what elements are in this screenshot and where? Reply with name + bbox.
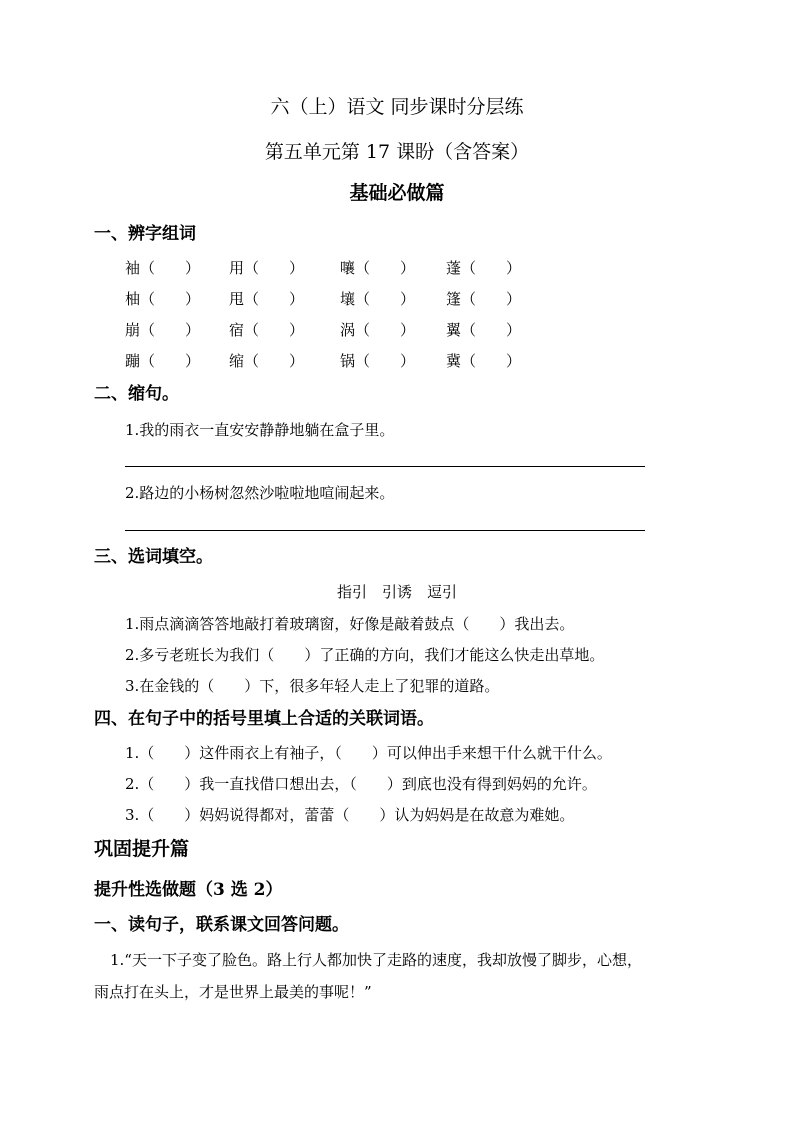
- grid-cell: 用（ ）: [229, 259, 305, 277]
- word-options: 指引 引诱 逗引: [336, 583, 457, 601]
- question-item: 3.（ ）妈妈说得都对，蕾蕾（ ）认为妈妈是在故意为难她。: [125, 806, 575, 824]
- grid-cell: 甩（ ）: [229, 290, 305, 308]
- grid-cell: 蓬（ ）: [446, 259, 522, 277]
- grid-cell: 翼（ ）: [446, 321, 522, 339]
- grid-cell: 篷（ ）: [446, 290, 522, 308]
- reading-passage-line-1: 1.“天一下子变了脸色。路上行人都加快了走路的速度，我却放慢了脚步，心想，: [110, 951, 642, 969]
- question-item: 2.路边的小杨树忽然沙啦啦地喧闹起来。: [125, 484, 395, 502]
- grid-cell: 冀（ ）: [446, 352, 522, 370]
- grid-cell: 缩（ ）: [229, 352, 305, 370]
- grid-cell: 柚（ ）: [125, 290, 201, 308]
- part-heading-basic: 基础必做篇: [349, 182, 445, 204]
- grid-cell: 锅（ ）: [340, 352, 416, 370]
- grid-cell: 崩（ ）: [125, 321, 201, 339]
- question-item: 1.我的雨衣一直安安静静地躺在盒子里。: [125, 421, 395, 439]
- question-item: 3.在金钱的（ ）下，很多年轻人走上了犯罪的道路。: [125, 677, 500, 695]
- section-heading-conjunctions: 四、在句子中的括号里填上合适的关联词语。: [94, 709, 434, 729]
- answer-line: [125, 466, 645, 467]
- answer-line: [125, 530, 645, 531]
- section-heading-char-words: 一、辨字组词: [94, 224, 196, 244]
- grid-cell: 宿（ ）: [229, 321, 305, 339]
- question-item: 2.多亏老班长为我们（ ）了正确的方向，我们才能这么快走出草地。: [125, 646, 605, 664]
- grid-cell: 嚷（ ）: [340, 259, 416, 277]
- section-heading-reading: 一、读句子，联系课文回答问题。: [94, 915, 349, 935]
- grid-cell: 袖（ ）: [125, 259, 201, 277]
- question-item: 2.（ ）我一直找借口想出去，（ ）到底也没有得到妈妈的允许。: [125, 775, 597, 793]
- section-heading-word-choice: 三、选词填空。: [94, 547, 213, 567]
- question-item: 1.雨点滴滴答答地敲打着玻璃窗，好像是敲着鼓点（ ）我出去。: [125, 615, 575, 633]
- optional-heading: 提升性选做题（3 选 2）: [94, 880, 283, 900]
- part-heading-advanced: 巩固提升篇: [94, 838, 190, 860]
- reading-passage-line-2: 雨点打在头上，才是世界上最美的事呢！”: [94, 983, 372, 1001]
- question-item: 1.（ ）这件雨衣上有袖子，（ ）可以伸出手来想干什么就干什么。: [125, 744, 612, 762]
- grid-cell: 壤（ ）: [340, 290, 416, 308]
- grid-cell: 蹦（ ）: [125, 352, 201, 370]
- grid-cell: 涡（ ）: [340, 321, 416, 339]
- section-heading-shorten-sentence: 二、缩句。: [94, 384, 179, 404]
- worksheet-title: 六（上）语文 同步课时分层练: [270, 96, 524, 118]
- worksheet-subtitle: 第五单元第 17 课盼（含答案）: [264, 141, 530, 163]
